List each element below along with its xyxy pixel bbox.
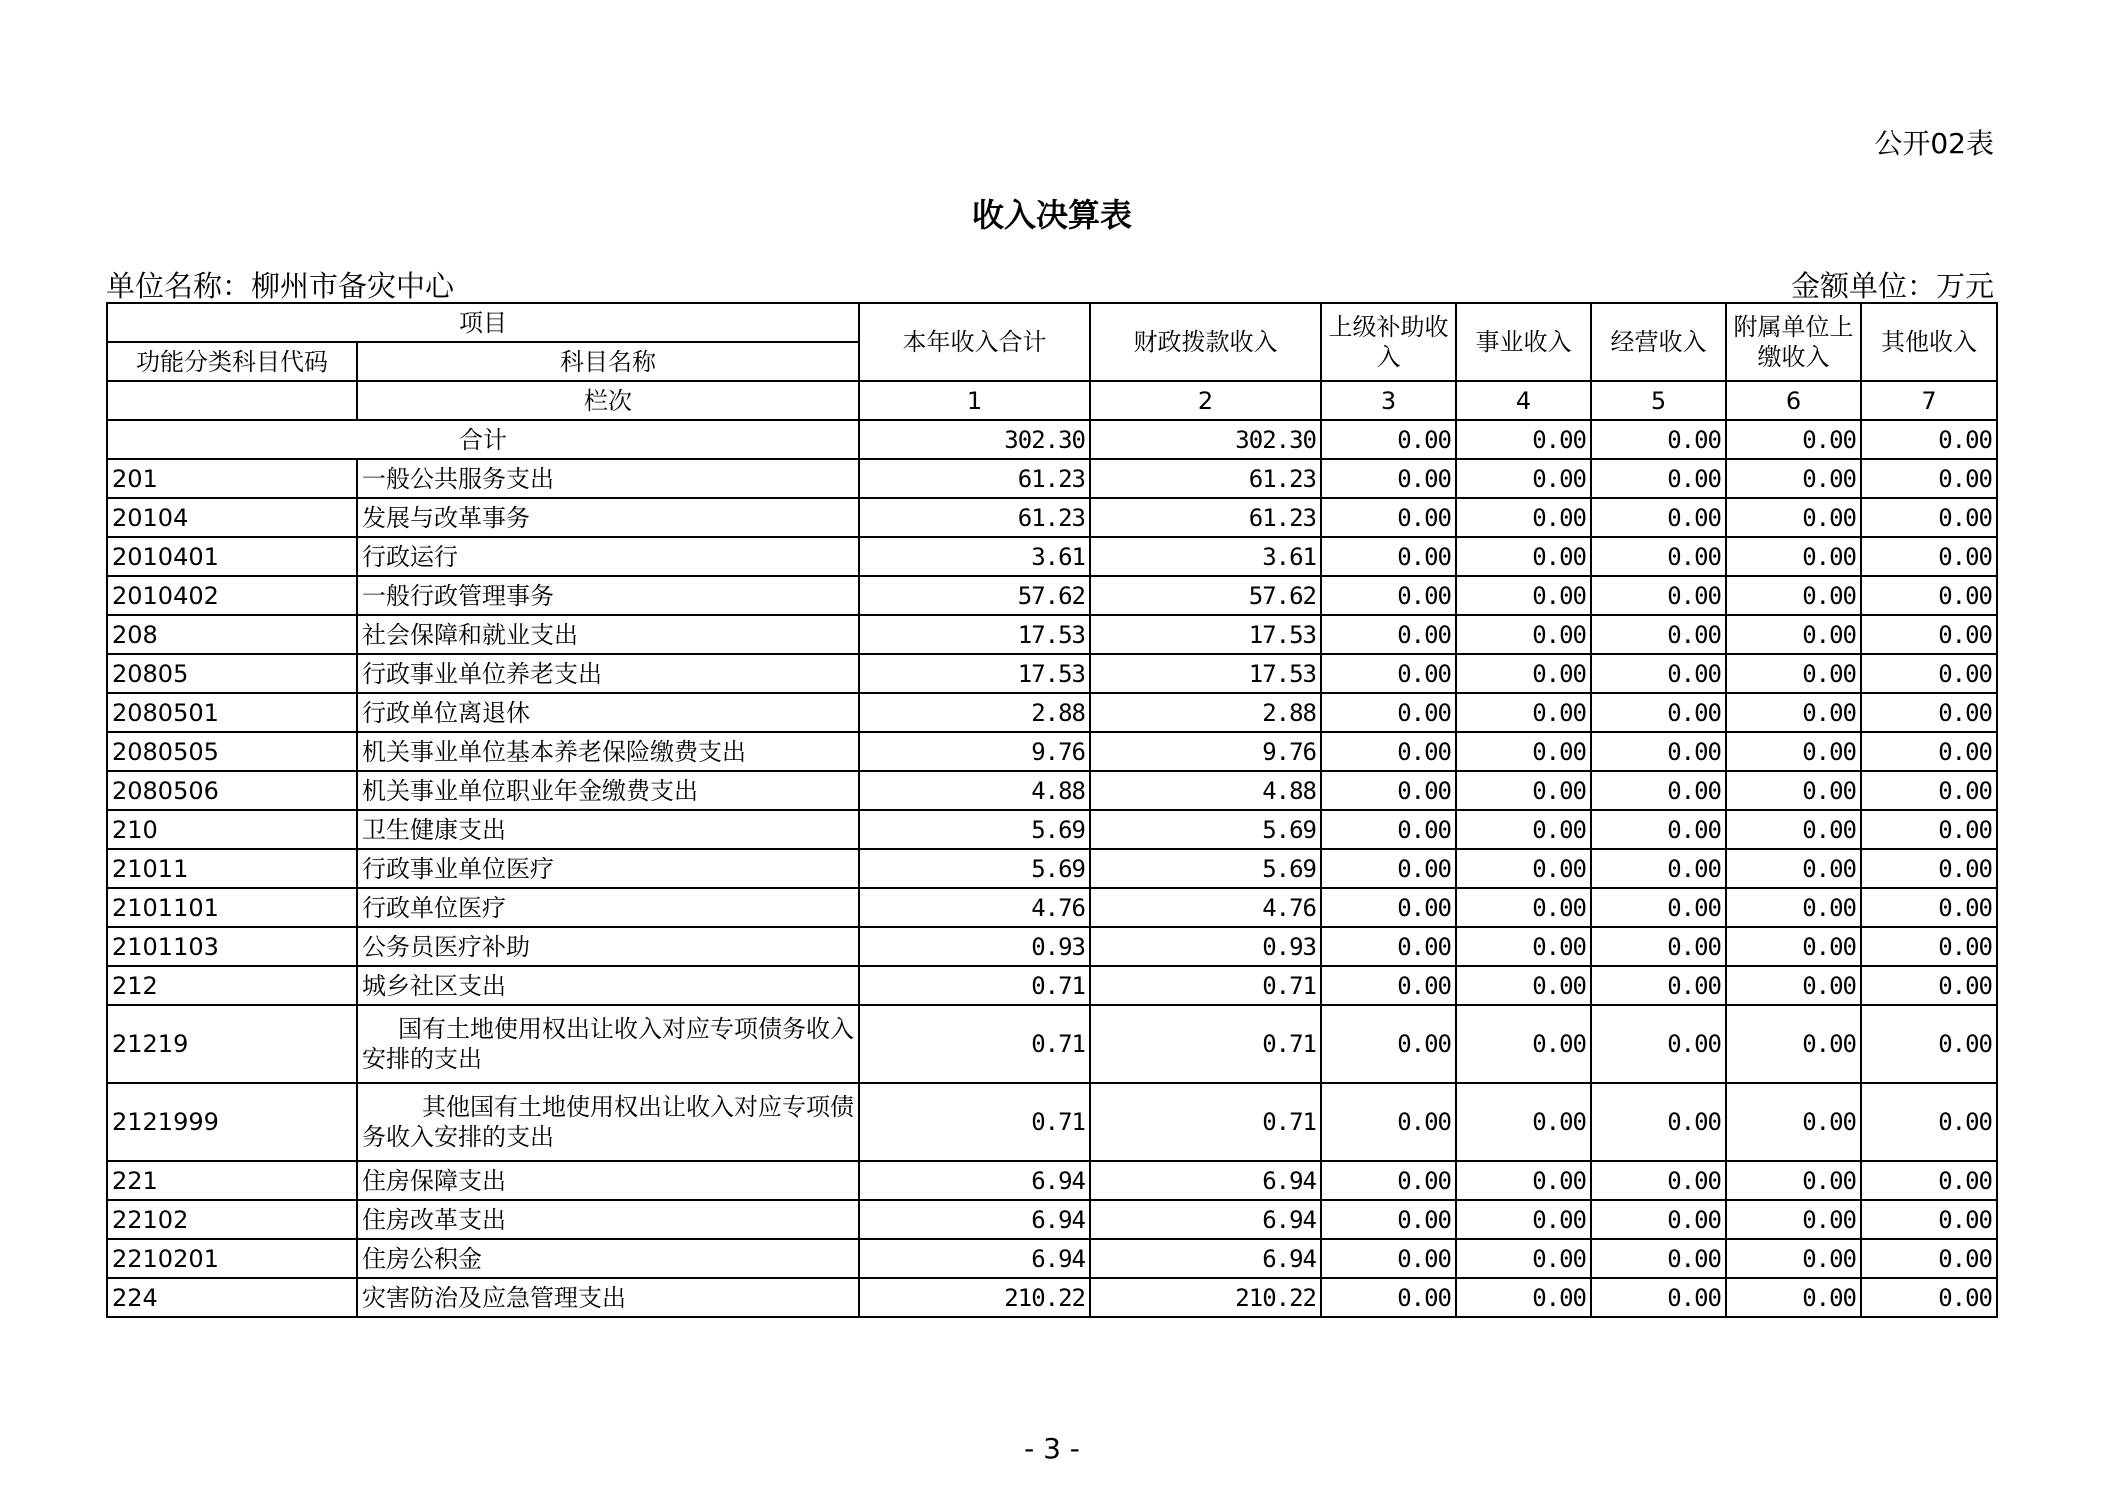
row-value: 5.69	[859, 810, 1090, 849]
row-value: 6.94	[1090, 1200, 1321, 1239]
row-code: 201	[107, 459, 357, 498]
row-code: 20805	[107, 654, 357, 693]
table-row	[107, 1083, 1997, 1161]
row-name: 发展与改革事务	[357, 498, 859, 537]
table-row	[107, 1278, 1997, 1317]
row-name: 卫生健康支出	[357, 810, 859, 849]
row-value: 0.00	[1861, 849, 1997, 888]
table-row	[107, 498, 1997, 537]
row-value: 0.00	[1861, 459, 1997, 498]
row-value: 0.93	[859, 927, 1090, 966]
row-value: 0.00	[1861, 927, 1997, 966]
row-value: 210.22	[1090, 1278, 1321, 1317]
row-name: 一般行政管理事务	[357, 576, 859, 615]
row-value: 0.00	[1726, 459, 1861, 498]
row-value: 0.00	[1456, 966, 1591, 1005]
header-col-num: 1	[859, 381, 1090, 420]
row-code: 2080506	[107, 771, 357, 810]
header-col-num: 4	[1456, 381, 1591, 420]
row-value: 0.00	[1726, 1278, 1861, 1317]
row-value: 0.00	[1726, 966, 1861, 1005]
row-code: 2210201	[107, 1239, 357, 1278]
amount-unit: 金额单位：万元	[1790, 269, 1994, 303]
row-value: 0.00	[1321, 615, 1456, 654]
row-value: 0.00	[1861, 1239, 1997, 1278]
row-value: 0.00	[1591, 771, 1726, 810]
row-value: 0.00	[1321, 576, 1456, 615]
row-value: 0.00	[1591, 1005, 1726, 1083]
header-affiliated: 附属单位上缴收入	[1726, 303, 1861, 381]
row-value: 0.00	[1861, 1083, 1997, 1161]
row-code: 212	[107, 966, 357, 1005]
row-value: 4.76	[859, 888, 1090, 927]
row-value: 0.00	[1321, 1161, 1456, 1200]
row-code: 2080501	[107, 693, 357, 732]
row-code: 224	[107, 1278, 357, 1317]
header-code: 功能分类科目代码	[107, 342, 357, 381]
row-name: 行政运行	[357, 537, 859, 576]
row-value: 0.71	[1090, 1005, 1321, 1083]
row-code: 221	[107, 1161, 357, 1200]
row-value: 2.88	[1090, 693, 1321, 732]
table-row	[107, 810, 1997, 849]
table-row	[107, 732, 1997, 771]
row-value: 0.00	[1321, 693, 1456, 732]
row-value: 0.00	[1456, 654, 1591, 693]
row-value: 0.00	[1591, 966, 1726, 1005]
row-value: 0.00	[1861, 1278, 1997, 1317]
row-value: 0.00	[1861, 693, 1997, 732]
row-value: 0.00	[1321, 1083, 1456, 1161]
row-value: 0.00	[1591, 498, 1726, 537]
header-operating: 经营收入	[1591, 303, 1726, 381]
row-value: 0.00	[1726, 1083, 1861, 1161]
row-value: 0.00	[1591, 927, 1726, 966]
row-value: 17.53	[1090, 615, 1321, 654]
row-value: 0.00	[1321, 654, 1456, 693]
row-value: 9.76	[859, 732, 1090, 771]
row-code: 2080505	[107, 732, 357, 771]
row-value: 0.00	[1321, 1278, 1456, 1317]
row-value: 0.00	[1861, 615, 1997, 654]
row-value: 0.00	[1591, 732, 1726, 771]
header-col-num: 7	[1861, 381, 1997, 420]
row-value: 0.00	[1456, 1083, 1591, 1161]
row-value: 0.00	[1456, 1161, 1591, 1200]
row-value: 0.00	[1861, 498, 1997, 537]
header-col-num: 2	[1090, 381, 1321, 420]
row-value: 17.53	[859, 654, 1090, 693]
row-value: 0.71	[859, 966, 1090, 1005]
row-value: 6.94	[859, 1200, 1090, 1239]
row-value: 0.00	[1456, 810, 1591, 849]
row-value: 0.00	[1456, 576, 1591, 615]
row-name: 住房保障支出	[357, 1161, 859, 1200]
row-value: 0.00	[1726, 1200, 1861, 1239]
row-value: 3.61	[1090, 537, 1321, 576]
header-col-num: 3	[1321, 381, 1456, 420]
table-row	[107, 888, 1997, 927]
row-value: 5.69	[859, 849, 1090, 888]
row-value: 0.00	[1456, 1200, 1591, 1239]
row-value: 0.00	[1591, 654, 1726, 693]
row-value: 0.00	[1591, 576, 1726, 615]
total-label: 合计	[107, 420, 859, 459]
row-value: 0.00	[1726, 888, 1861, 927]
row-value: 0.00	[1591, 1200, 1726, 1239]
row-value: 0.00	[1591, 1083, 1726, 1161]
row-value: 0.00	[1726, 927, 1861, 966]
row-value: 0.00	[1321, 1005, 1456, 1083]
header-fiscal: 财政拨款收入	[1090, 303, 1321, 381]
row-value: 0.00	[1591, 615, 1726, 654]
row-value: 0.00	[1591, 1161, 1726, 1200]
table-row	[107, 576, 1997, 615]
table-row	[107, 693, 1997, 732]
row-value: 0.00	[1861, 576, 1997, 615]
header-business: 事业收入	[1456, 303, 1591, 381]
row-value: 0.00	[1726, 1239, 1861, 1278]
row-name: 城乡社区支出	[357, 966, 859, 1005]
row-value: 0.00	[1321, 849, 1456, 888]
table-row	[107, 1200, 1997, 1239]
row-name: 住房公积金	[357, 1239, 859, 1278]
row-value: 0.00	[1591, 810, 1726, 849]
row-value: 0.00	[1861, 1200, 1997, 1239]
header-item: 项目	[107, 303, 859, 342]
row-value: 0.00	[1321, 1200, 1456, 1239]
row-value: 0.00	[1591, 537, 1726, 576]
row-value: 0.00	[1591, 693, 1726, 732]
row-value: 0.71	[1090, 966, 1321, 1005]
row-value: 0.00	[1861, 810, 1997, 849]
row-value: 0.00	[1456, 1005, 1591, 1083]
row-code: 210	[107, 810, 357, 849]
row-value: 0.00	[1321, 732, 1456, 771]
row-value: 0.00	[1726, 654, 1861, 693]
row-value: 0.00	[1456, 693, 1591, 732]
header-col-num: 6	[1726, 381, 1861, 420]
header-name: 科目名称	[357, 342, 859, 381]
table-row	[107, 1239, 1997, 1278]
row-value: 0.00	[1321, 888, 1456, 927]
row-value: 0.00	[1726, 693, 1861, 732]
row-value: 0.00	[1591, 888, 1726, 927]
row-name: 国有土地使用权出让收入对应专项债务收入安排的支出	[357, 1005, 859, 1083]
table-row	[107, 1161, 1997, 1200]
row-value: 0.00	[1726, 576, 1861, 615]
row-value: 0.00	[1456, 537, 1591, 576]
row-value: 0.00	[1456, 1239, 1591, 1278]
row-value: 17.53	[1090, 654, 1321, 693]
page-title: 收入决算表	[971, 196, 1132, 234]
row-name: 住房改革支出	[357, 1200, 859, 1239]
row-value: 210.22	[859, 1278, 1090, 1317]
row-value: 0.00	[1861, 537, 1997, 576]
row-code: 208	[107, 615, 357, 654]
header-other: 其他收入	[1861, 303, 1997, 381]
row-value: 5.69	[1090, 810, 1321, 849]
row-value: 4.88	[859, 771, 1090, 810]
row-value: 0.00	[1726, 537, 1861, 576]
row-value: 0.00	[1726, 498, 1861, 537]
row-value: 0.00	[1726, 810, 1861, 849]
total-value: 0.00	[1591, 420, 1726, 459]
table-row	[107, 615, 1997, 654]
row-value: 6.94	[1090, 1239, 1321, 1278]
row-value: 0.00	[1861, 732, 1997, 771]
row-value: 0.00	[1456, 459, 1591, 498]
row-value: 6.94	[859, 1161, 1090, 1200]
header-col-order: 栏次	[357, 381, 859, 420]
row-value: 0.00	[1591, 459, 1726, 498]
row-value: 0.00	[1591, 1278, 1726, 1317]
row-value: 5.69	[1090, 849, 1321, 888]
row-value: 0.00	[1861, 654, 1997, 693]
row-code: 2010401	[107, 537, 357, 576]
row-value: 0.00	[1726, 615, 1861, 654]
row-value: 0.00	[1861, 966, 1997, 1005]
row-code: 2010402	[107, 576, 357, 615]
row-value: 6.94	[1090, 1161, 1321, 1200]
total-value: 0.00	[1456, 420, 1591, 459]
total-value: 302.30	[859, 420, 1090, 459]
row-value: 6.94	[859, 1239, 1090, 1278]
income-report-table	[106, 302, 1998, 1318]
row-value: 4.88	[1090, 771, 1321, 810]
header-col-num: 5	[1591, 381, 1726, 420]
row-value: 0.00	[1726, 1005, 1861, 1083]
table-row	[107, 927, 1997, 966]
row-value: 0.00	[1591, 849, 1726, 888]
row-code: 20104	[107, 498, 357, 537]
table-row	[107, 654, 1997, 693]
row-value: 61.23	[859, 459, 1090, 498]
row-name: 行政事业单位养老支出	[357, 654, 859, 693]
row-value: 61.23	[1090, 498, 1321, 537]
row-value: 0.00	[1456, 732, 1591, 771]
row-code: 22102	[107, 1200, 357, 1239]
row-value: 0.71	[859, 1083, 1090, 1161]
header-superior: 上级补助收入	[1321, 303, 1456, 381]
row-value: 2.88	[859, 693, 1090, 732]
table-row	[107, 537, 1997, 576]
row-code: 21011	[107, 849, 357, 888]
row-value: 0.00	[1456, 498, 1591, 537]
row-value: 0.00	[1456, 888, 1591, 927]
row-value: 57.62	[859, 576, 1090, 615]
row-value: 4.76	[1090, 888, 1321, 927]
row-value: 61.23	[859, 498, 1090, 537]
row-value: 0.00	[1321, 459, 1456, 498]
row-name: 机关事业单位基本养老保险缴费支出	[357, 732, 859, 771]
row-code: 2101103	[107, 927, 357, 966]
page-number: - 3 -	[1024, 1432, 1080, 1465]
row-value: 0.00	[1726, 732, 1861, 771]
unit-name: 单位名称：柳州市备灾中心	[106, 269, 455, 303]
row-value: 0.00	[1726, 1161, 1861, 1200]
row-name: 灾害防治及应急管理支出	[357, 1278, 859, 1317]
row-value: 0.00	[1321, 771, 1456, 810]
row-name: 一般公共服务支出	[357, 459, 859, 498]
row-value: 0.00	[1861, 771, 1997, 810]
table-row	[107, 966, 1997, 1005]
row-value: 0.00	[1456, 771, 1591, 810]
total-value: 0.00	[1321, 420, 1456, 459]
row-name: 行政单位离退休	[357, 693, 859, 732]
header-total-income: 本年收入合计	[859, 303, 1090, 381]
row-value: 0.00	[1726, 771, 1861, 810]
row-value: 17.53	[859, 615, 1090, 654]
row-value: 0.00	[1321, 927, 1456, 966]
total-value: 302.30	[1090, 420, 1321, 459]
table-row	[107, 1005, 1997, 1083]
row-value: 57.62	[1090, 576, 1321, 615]
row-value: 0.00	[1321, 498, 1456, 537]
table-row	[107, 459, 1997, 498]
row-value: 61.23	[1090, 459, 1321, 498]
row-value: 0.00	[1321, 537, 1456, 576]
row-value: 0.00	[1861, 888, 1997, 927]
table-row	[107, 771, 1997, 810]
row-code: 2101101	[107, 888, 357, 927]
row-name: 社会保障和就业支出	[357, 615, 859, 654]
total-value: 0.00	[1861, 420, 1997, 459]
row-name: 其他国有土地使用权出让收入对应专项债务收入安排的支出	[357, 1083, 859, 1161]
row-value: 0.93	[1090, 927, 1321, 966]
row-name: 公务员医疗补助	[357, 927, 859, 966]
header-blank	[107, 381, 357, 420]
row-value: 0.00	[1861, 1161, 1997, 1200]
row-name: 机关事业单位职业年金缴费支出	[357, 771, 859, 810]
row-name: 行政单位医疗	[357, 888, 859, 927]
row-value: 0.00	[1456, 1278, 1591, 1317]
row-value: 0.00	[1321, 810, 1456, 849]
row-value: 0.00	[1456, 927, 1591, 966]
row-value: 0.00	[1591, 1239, 1726, 1278]
row-value: 0.71	[1090, 1083, 1321, 1161]
row-value: 0.00	[1456, 615, 1591, 654]
form-number: 公开02表	[1874, 127, 1994, 160]
row-value: 0.71	[859, 1005, 1090, 1083]
row-code: 2121999	[107, 1083, 357, 1161]
row-value: 3.61	[859, 537, 1090, 576]
row-name: 行政事业单位医疗	[357, 849, 859, 888]
row-value: 0.00	[1861, 1005, 1997, 1083]
total-value: 0.00	[1726, 420, 1861, 459]
row-value: 9.76	[1090, 732, 1321, 771]
row-value: 0.00	[1456, 849, 1591, 888]
total-row	[107, 420, 1997, 459]
row-code: 21219	[107, 1005, 357, 1083]
row-value: 0.00	[1321, 1239, 1456, 1278]
table-row	[107, 849, 1997, 888]
row-value: 0.00	[1321, 966, 1456, 1005]
row-value: 0.00	[1726, 849, 1861, 888]
